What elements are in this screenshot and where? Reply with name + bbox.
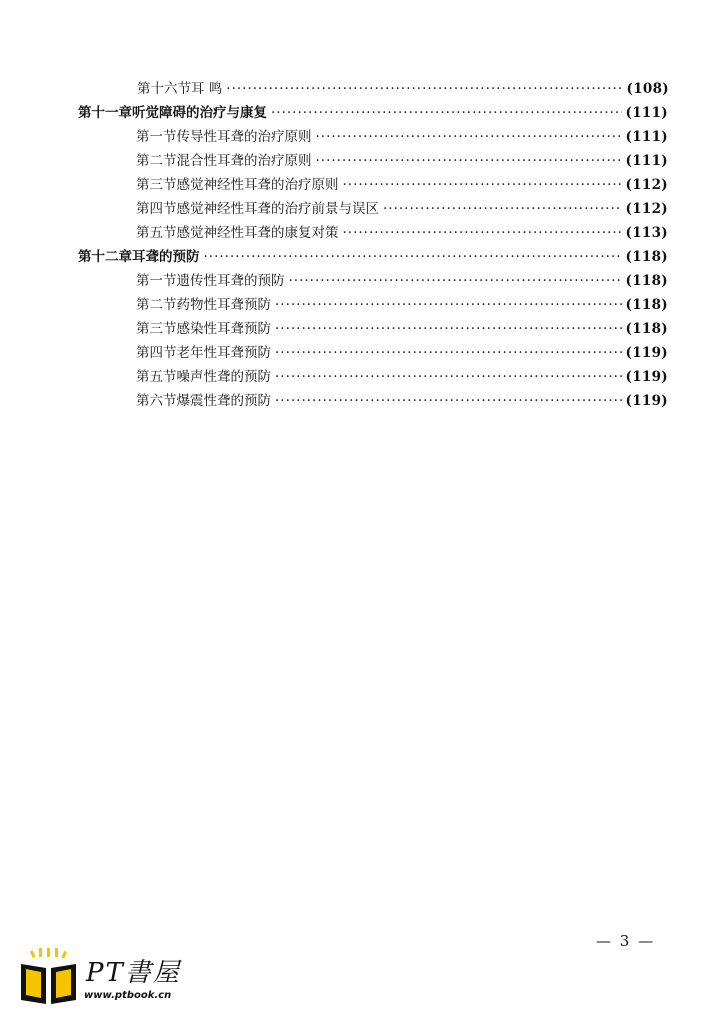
toc-entry bbox=[136, 366, 668, 388]
toc-entry-page: (112) bbox=[625, 201, 668, 217]
toc-leader-dots bbox=[275, 318, 622, 340]
toc-entry-number: 第三节 bbox=[136, 321, 177, 337]
toc-leader-dots bbox=[316, 126, 622, 148]
toc-leader-dots bbox=[316, 150, 622, 172]
toc-leader-dots bbox=[275, 390, 622, 412]
toc-entry bbox=[136, 342, 668, 364]
toc-entry-title: 感觉神经性耳聋的治疗原则 bbox=[176, 177, 339, 193]
toc-entry bbox=[136, 318, 668, 340]
toc-entry bbox=[137, 78, 669, 100]
toc-entry-number: 第五节 bbox=[136, 369, 177, 385]
toc-entry bbox=[136, 222, 668, 244]
toc-entry-page: (119) bbox=[625, 345, 668, 361]
toc-entry bbox=[136, 270, 668, 292]
toc-chapter-title: 耳聋的预防 bbox=[132, 249, 200, 265]
toc-entry bbox=[136, 174, 668, 196]
toc-entry-number: 第三节 bbox=[136, 177, 177, 193]
toc-chapter bbox=[78, 246, 668, 268]
toc-entry-page: (118) bbox=[625, 297, 668, 313]
toc-entry-page: (111) bbox=[625, 129, 668, 145]
toc-leader-dots bbox=[204, 246, 622, 268]
toc-leader-dots bbox=[343, 222, 622, 244]
book-logo-icon bbox=[18, 948, 80, 1006]
toc-entry bbox=[136, 150, 668, 172]
watermark-brand: PT書屋 bbox=[86, 958, 181, 988]
toc-entry-number: 第四节 bbox=[136, 345, 177, 361]
toc-entry-number: 第五节 bbox=[136, 225, 177, 241]
toc-entry-title: 噪声性聋的预防 bbox=[176, 369, 271, 385]
toc-entry-number: 第一节 bbox=[136, 129, 177, 145]
toc-entry-number: 第六节 bbox=[136, 393, 177, 409]
toc-leader-dots bbox=[275, 366, 622, 388]
toc-entry-title: 遗传性耳聋的预防 bbox=[176, 273, 285, 289]
toc-entry-page: (118) bbox=[625, 321, 668, 337]
toc-entry-page: (119) bbox=[625, 369, 668, 385]
toc-chapter-page: (111) bbox=[625, 105, 668, 121]
toc-chapter-number: 第十一章 bbox=[78, 105, 132, 121]
toc-entry-title: 爆震性聋的预防 bbox=[176, 393, 271, 409]
toc-leader-dots bbox=[275, 294, 622, 316]
toc-chapter-number: 第十二章 bbox=[78, 249, 132, 265]
toc-entry-title: 药物性耳聋预防 bbox=[176, 297, 271, 313]
toc-chapter-title: 听觉障碍的治疗与康复 bbox=[132, 105, 267, 121]
toc-entry-number: 第二节 bbox=[136, 153, 177, 169]
toc-entry-number: 第十六节 bbox=[137, 81, 191, 97]
toc-entry-number: 第二节 bbox=[136, 297, 177, 313]
toc-leader-dots bbox=[343, 174, 622, 196]
toc-entry-page: (112) bbox=[625, 177, 668, 193]
page-number: — 3 — bbox=[596, 932, 656, 950]
toc-entry bbox=[136, 126, 668, 148]
toc-entry-page: (111) bbox=[625, 153, 668, 169]
toc-entry bbox=[136, 294, 668, 316]
toc-entry-title: 老年性耳聋预防 bbox=[176, 345, 271, 361]
toc-entry-page: (108) bbox=[626, 81, 669, 97]
toc-leader-dots bbox=[271, 102, 622, 124]
toc-entry-page: (113) bbox=[625, 225, 668, 241]
toc-entry-page: (119) bbox=[625, 393, 668, 409]
toc-leader-dots bbox=[226, 78, 622, 100]
toc-entry-number: 第一节 bbox=[136, 273, 177, 289]
toc-leader-dots bbox=[383, 198, 622, 220]
toc-entry bbox=[136, 390, 668, 412]
toc-entry-page: (118) bbox=[625, 273, 668, 289]
toc-entry-title: 耳 鸣 bbox=[191, 81, 223, 97]
toc-entry bbox=[136, 198, 668, 220]
toc-entry-title: 传导性耳聋的治疗原则 bbox=[176, 129, 312, 145]
toc-entry-number: 第四节 bbox=[136, 201, 177, 217]
toc-entry-title: 感觉神经性耳聋的治疗前景与误区 bbox=[176, 201, 379, 217]
watermark-logo bbox=[18, 948, 208, 1008]
toc-leader-dots bbox=[275, 342, 622, 364]
toc-entry-title: 感觉神经性耳聋的康复对策 bbox=[176, 225, 339, 241]
toc-chapter-page: (118) bbox=[625, 249, 668, 265]
toc-leader-dots bbox=[289, 270, 622, 292]
watermark-url: www.ptbook.cn bbox=[84, 990, 172, 1001]
toc-entry-title: 感染性耳聋预防 bbox=[176, 321, 271, 337]
toc-chapter bbox=[78, 102, 668, 124]
toc-entry-title: 混合性耳聋的治疗原则 bbox=[176, 153, 312, 169]
